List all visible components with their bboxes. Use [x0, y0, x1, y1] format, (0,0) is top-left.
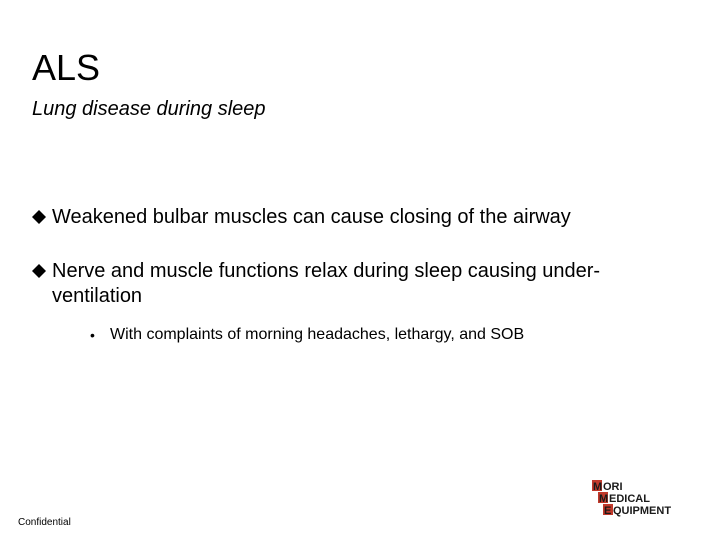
svg-text:QUIPMENT: QUIPMENT [613, 505, 672, 517]
bullet-text: Weakened bulbar muscles can cause closing of the airway [52, 206, 571, 228]
svg-text:M: M [593, 481, 603, 493]
bullet-text: Nerve and muscle functions relax during sleep causing under-ventilation [52, 260, 601, 307]
svg-text:E: E [604, 505, 612, 517]
sub-bullet-marker: • [90, 327, 95, 343]
sub-bullet-text: With complaints of morning headaches, lethargy, and SOB [110, 326, 525, 343]
footer-confidential: Confidential [18, 517, 71, 528]
svg-text:ORI: ORI [603, 481, 623, 493]
bullet-item [32, 259, 682, 309]
diamond-bullet-icon [32, 264, 46, 278]
slide-title: ALS [32, 47, 101, 88]
diamond-bullet-icon [32, 210, 46, 224]
slide-subtitle: Lung disease during sleep [32, 98, 266, 120]
mori-medical-equipment-logo [590, 478, 680, 518]
svg-text:EDICAL: EDICAL [609, 493, 650, 505]
sub-bullet-item [88, 325, 524, 345]
svg-text:M: M [599, 493, 609, 505]
bullet-item [32, 205, 682, 230]
